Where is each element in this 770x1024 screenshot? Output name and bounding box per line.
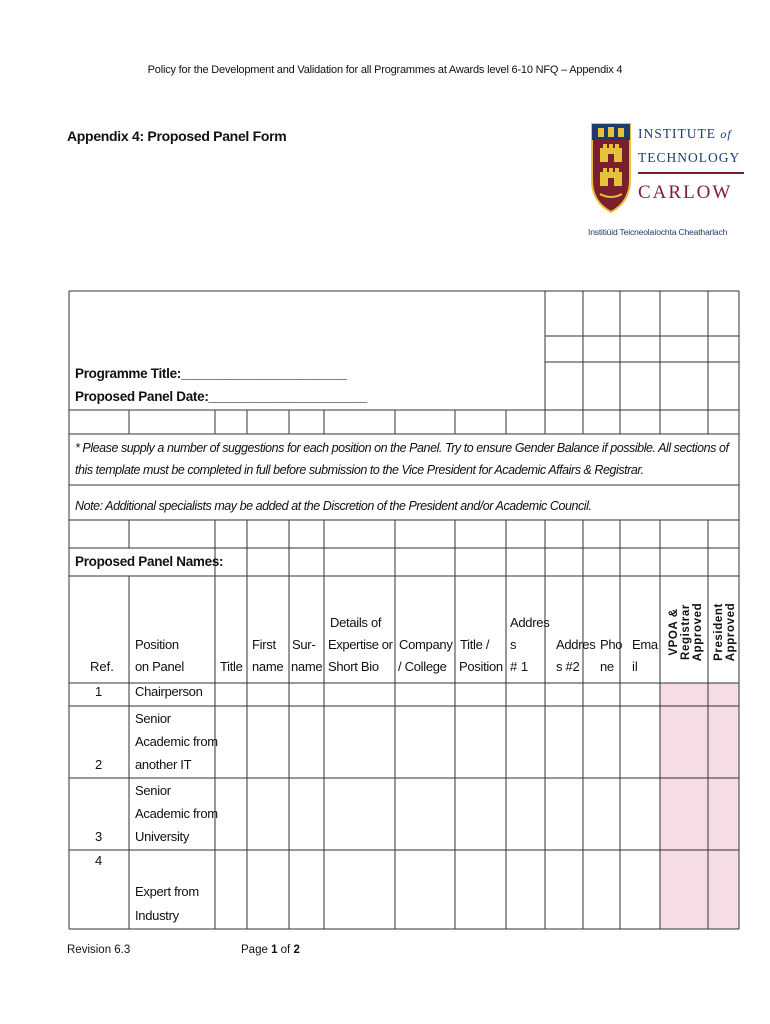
instruction-line1: * Please supply a number of suggestions for each position on the Panel. Try to ensure Gender Balance if possible. All sections of: [75, 441, 729, 455]
row1-position: Chairperson: [135, 684, 203, 699]
col-surname-1: Sur-: [292, 637, 316, 652]
panel-names-label: Proposed Panel Names:: [75, 554, 224, 569]
row3-position-2: Academic from: [135, 806, 218, 821]
col-vpoa-2: Registrar: [679, 604, 692, 660]
col-first-1: First: [252, 637, 276, 652]
row3-position-3: University: [135, 829, 190, 844]
footer-page-total: 2: [293, 944, 300, 956]
footer-page-prefix: Page: [241, 944, 272, 956]
instruction-line2: this template must be completed in full before submission to the Vice President for Academic Affairs & Registrar.: [75, 463, 644, 477]
col-addr1-1: Addres: [510, 615, 550, 630]
row4-ref: 4: [95, 853, 103, 868]
row3-ref: 3: [95, 829, 103, 844]
col-details-2: Expertise or: [328, 637, 393, 652]
col-vpoa: [666, 582, 706, 682]
logo-line3: CARLOW: [638, 182, 733, 203]
col-details-1: Details of: [330, 615, 382, 630]
col-phone-1: Pho: [600, 637, 623, 652]
row1-ref: 1: [95, 684, 103, 699]
row3-position-1: Senior: [135, 783, 171, 798]
col-president-1: President: [712, 603, 725, 661]
col-president-2: Approved: [725, 602, 737, 662]
col-president: [710, 582, 740, 682]
row2-position-1: Senior: [135, 711, 171, 726]
logo-line1: INSTITUTE: [638, 126, 716, 141]
footer-page-mid: of: [277, 944, 294, 956]
col-phone-2: ne: [600, 659, 614, 674]
col-surname-2: name: [291, 659, 323, 674]
approved-cell-fill: [660, 683, 739, 929]
col-email-1: Ema: [632, 637, 658, 652]
col-company-2: / College: [398, 659, 447, 674]
header-text: Policy for the Development and Validation for all Programmes at Awards level 6-10 NFQ – Appendix 4: [147, 64, 623, 76]
row2-position-2: Academic from: [135, 734, 218, 749]
col-vpoa-3: Approved: [692, 602, 705, 662]
col-position-1: Position: [135, 637, 179, 652]
col-addr2-2: s #2: [556, 659, 580, 674]
col-position-2: on Panel: [135, 659, 184, 674]
col-titlepos-1: Title /: [460, 637, 490, 652]
col-addr1-3: # 1: [510, 659, 529, 674]
col-title: Title: [220, 659, 243, 674]
col-ref: Ref.: [90, 659, 114, 674]
row4-position-1: Expert from: [135, 884, 199, 899]
col-addr1-2: s: [510, 637, 517, 652]
col-titlepos-2: Position: [459, 659, 503, 674]
programme-title-label: Programme Title:_______________________: [75, 366, 347, 381]
footer-page-num: 1: [271, 944, 278, 956]
col-vpoa-1: VPOA &: [667, 608, 680, 656]
row2-ref: 2: [95, 757, 103, 772]
panel-date-label: Proposed Panel Date:______________________: [75, 389, 368, 404]
note-text: Note: Additional specialists may be added at the Discretion of the President and/or Academic Council.: [75, 499, 592, 513]
footer-revision: Revision 6.3: [67, 944, 131, 956]
col-addr2-1: Addres: [556, 637, 596, 652]
col-first-2: name: [252, 659, 284, 674]
row2-position-3: another IT: [135, 757, 192, 772]
col-company-1: Company: [399, 637, 453, 652]
col-details-3: Short Bio: [328, 659, 379, 674]
footer-page: [241, 944, 300, 956]
logo-of: of: [720, 127, 732, 141]
page-title: Appendix 4: Proposed Panel Form: [67, 128, 287, 144]
col-email-2: il: [632, 659, 638, 674]
logo-line2: TECHNOLOGY: [638, 150, 741, 165]
logo-irish: Institiúid Teicneolaíochta Cheatharlach: [588, 227, 728, 237]
row4-position-2: Industry: [135, 908, 179, 923]
